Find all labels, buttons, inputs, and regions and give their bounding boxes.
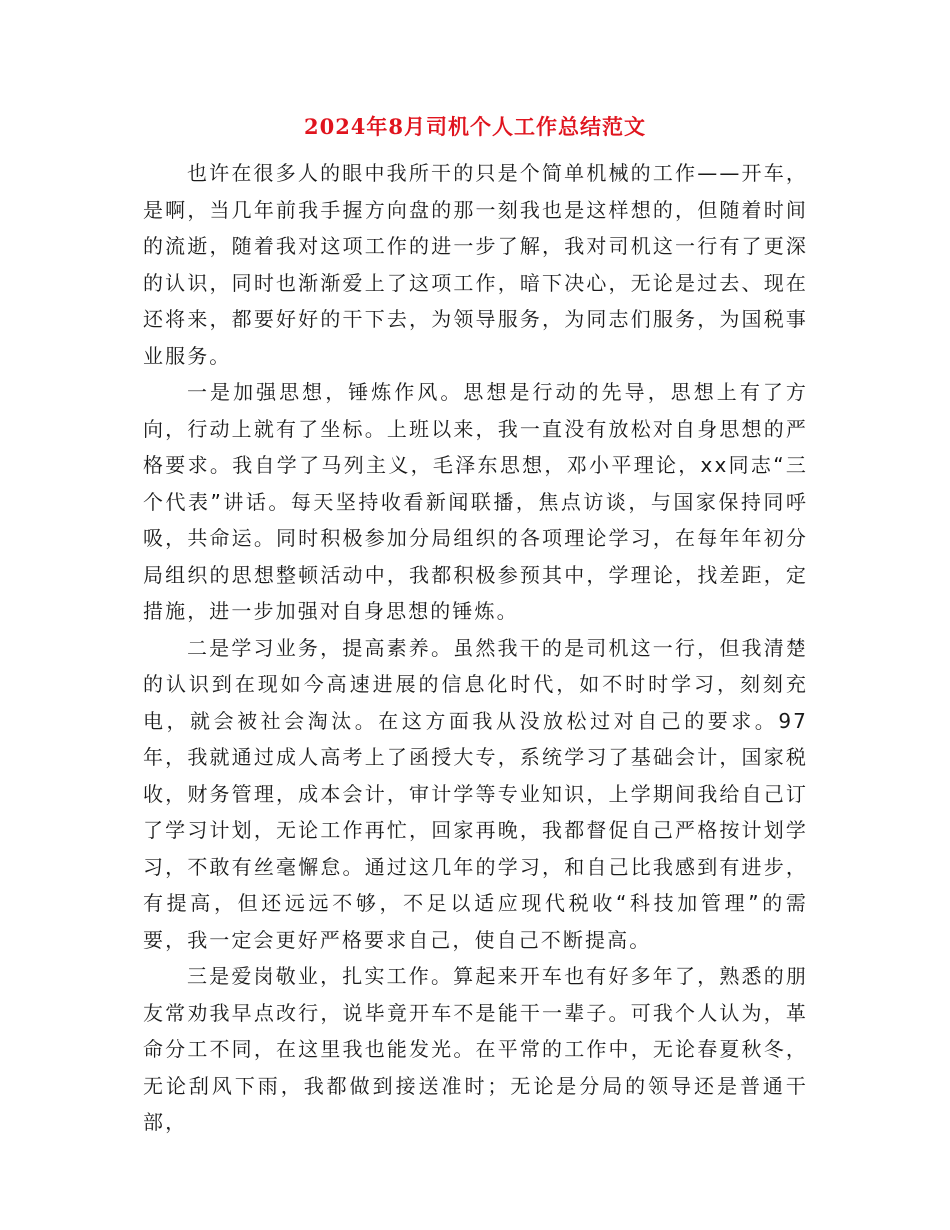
document-title: 2024年8月司机个人工作总结范文: [303, 114, 647, 139]
document-body: [143, 155, 808, 1141]
paragraph-study: 二是学习业务，提高素养。虽然我干的是司机这一行，但我清楚的认识到在现如今高速进展的信息化时代，如不时时学习，刻刻充电，就会被社会淘汰。在这方面我从没放松过对自己的要求。97年，我就通过成人高考上了函授大专，系统学习了基础会计，国家税收，财务管理，成本会计，审计学等专业知识，上学期间我给自己订了学习计划，无论工作再忙，回家再晚，我都督促自己严格按计划学习，不敢有丝毫懈怠。通过这几年的学习，和自己比我感到有进步，有提高，但还远远不够，不足以适应现代税收“科技加管理”的需要，我一定会更好严格要求自己，使自己不断提高。: [143, 635, 808, 952]
paragraph-dedication: 三是爱岗敬业，扎实工作。算起来开车也有好多年了，熟悉的朋友常劝我早点改行，说毕竟开车不是能干一辈子。可我个人认为，革命分工不同，在这里我也能发光。在平常的工作中，无论春夏秋冬，无论刮风下雨，我都做到接送准时；无论是分局的领导还是普通干部，: [143, 964, 808, 1134]
paragraph-thought: 一是加强思想，锤炼作风。思想是行动的先导，思想上有了方向，行动上就有了坐标。上班以来，我一直没有放松对自身思想的严格要求。我自学了马列主义，毛泽东思想，邓小平理论，xx同志“三个代表”讲话。每天坚持收看新闻联播，焦点访谈，与国家保持同呼吸，共命运。同时积极参加分局组织的各项理论学习，在每年年初分局组织的思想整顿活动中，我都积极参预其中，学理论，找差距，定措施，进一步加强对自身思想的锤炼。: [143, 380, 808, 623]
paragraph-intro: 也许在很多人的眼中我所干的只是个简单机械的工作——开车，是啊，当几年前我手握方向盘的那一刻我也是这样想的，但随着时间的流逝，随着我对这项工作的进一步了解，我对司机这一行有了更深的认识，同时也渐渐爱上了这项工作，暗下决心，无论是过去、现在还将来，都要好好的干下去，为领导服务，为同志们服务，为国税事业服务。: [143, 161, 808, 368]
